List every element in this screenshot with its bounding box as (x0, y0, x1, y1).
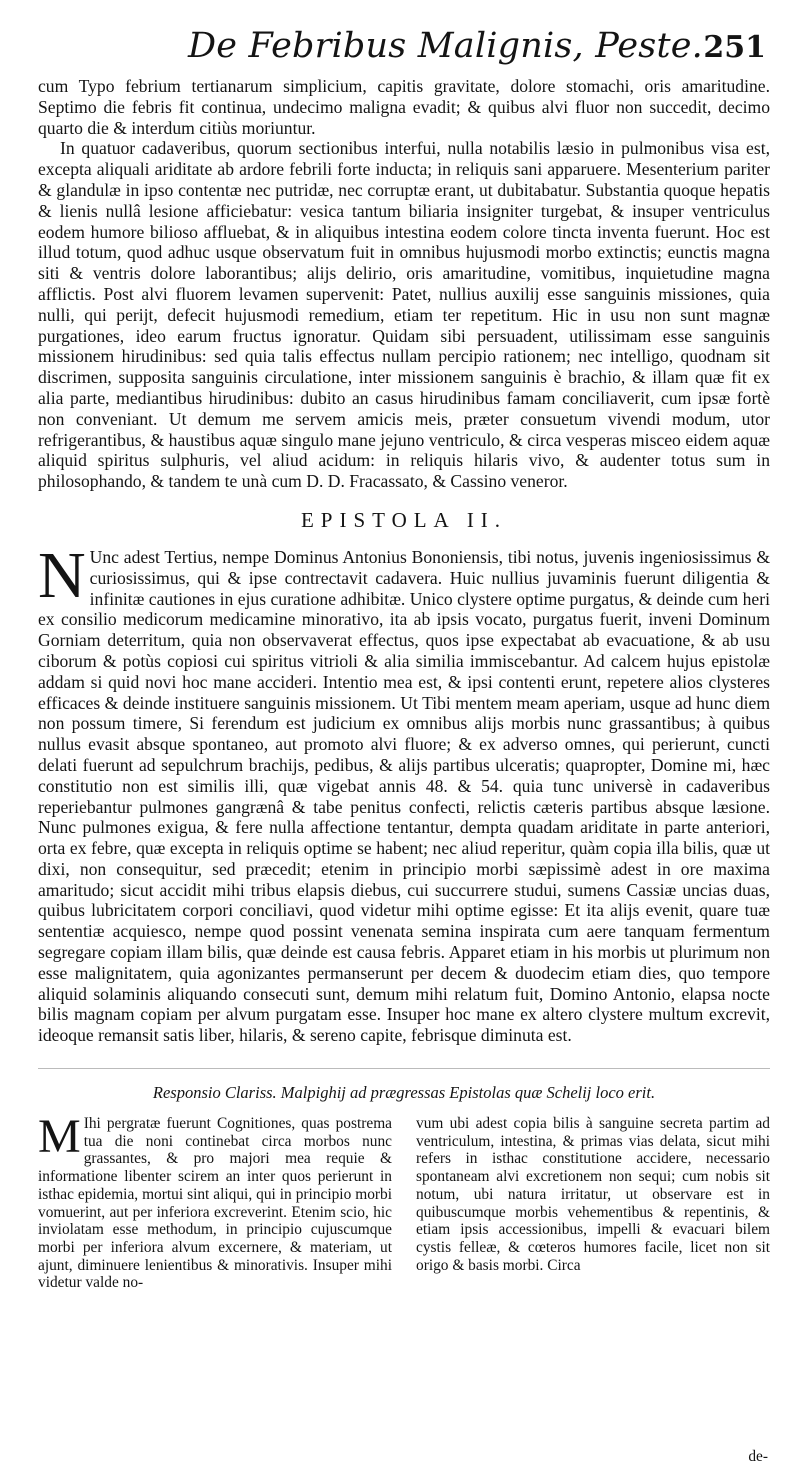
drop-cap-n: N (38, 538, 86, 612)
responsio-columns (38, 1110, 770, 1292)
paragraph-autopsy: In quatuor cadaveribus, quorum sectionibus interfui, nulla notabilis læsio in pulmonibus visa est, excepta aliquali ariditate ab ardore febrili forte inducta; in reliquis sani apparuere. Mesenterium pariter & glandulæ in ipso contentæ nec putridæ, nec corruptæ erant, ut dubitabatur. Substantia quoque hepatis & lienis nullâ lesione afficiebatur: vesica tantum biliaria insigniter turgebat, & insuper ventriculus eodem humore bilioso affluebat, & in aliquibus intestina eodem colore tincta inventa fuerunt. Hoc est illud totum, quod adhuc usque observatum fuit in omnibus hujusmodi morbo extinctis; eunctis magna siti & ventris dolore laborantibus; alijs delirio, oris amaritudine, vomitibus, inquietudine magna afflictis. Post alvi fluorem levamen supervenit: Patet, nullius auxilij esse sanguinis missiones, quia nulli, qui perijt, defecit hujusmodi remedium, etiam ter repetitum. Hic in usu non sunt magnæ purgationes, ideo earum fructus ignoratur. Quidam sibi persuadent, utilissimam esse sanguinis missionem hirudinibus: sed quia talis effectus nullam percipio rationem; nec intelligo, quodnam sit discrimen, supposita sanguinis circulatione, inter missionem sanguinis è brachio, & illam quæ fit ex alia parte, mediantibus hirudinibus: dubito an casus hirudinibus famam conciliaverit, cum ipsæ fortè non conveniant. Ut demum me servem amicis meis, præter consuetum vivendi modum, utor refrigerantibus, & haustibus aquæ singulo mane jejuno ventriculo, & circa vesperas misceo eidem aquæ aliquid spiritus sulphuris, vel aliud acidum: in reliquis hilaris vivo, & audenter totus sum in philosophando, & tandem te unà cum D. D. Fracassato, & Cassino veneror. (38, 138, 770, 492)
page-number: 251 (703, 30, 766, 65)
column-right (416, 1115, 770, 1292)
letter-continuation (38, 76, 770, 492)
section-divider (38, 1068, 770, 1069)
column-right-text: vum ubi adest copia bilis à sanguine secreta partim ad ventriculum, intestina, & primas vias delata, sicut mihi refers in isthac constitutione accidere, necessario spontaneam alvi excretionem non sequi; cum nobis sit notum, ubi natura irritatur, ut observare est in quibuscumque morbis vehementibus & repentinis, & etiam ipsis accessionibus, impelli & evacuari bilem cystis felleæ, & cœteros humores facile, licet non sit origo & basis morbi. Circa (416, 1115, 770, 1274)
column-left (38, 1110, 392, 1292)
running-title: De Febribus Malignis, Peste. (188, 26, 703, 66)
catchword: de- (748, 1448, 768, 1465)
epistola-text: Unc adest Tertius, nempe Dominus Antonius Bononiensis, tibi notus, juvenis ingeniosissimus & curiosissimus, qui & ipse contrectavit cadavera. Huic nullius juvaminis fuerunt diligentia & infinitæ cautiones in ejus curatione adhibitæ. Unico clystere optime purgatus, & deinde cum heri ex consilio medicorum medicamine minorativo, ita ab ipsis vocato, purgatus fuerit, inveni Dominum Gorniam deterritum, quia non observaverat effectus, quos ipse expectabat ab evacuatione, & ab usu ciborum & potùs copiosi cui spiritus vitrioli & alia similia immiscebantur. Ad calcem hujus epistolæ addam si quid novi hoc mane accideri. Intentio mea est, & ipsi contenti erunt, repetere alios clysteres efficaces & deinde instituere sanguinis missionem. Ut Tibi mentem meam aperiam, usque ad hunc diem non possum timere, Si ferendum est judicium ex omnibus alijs morbis nunc grassantibus; à quibus nullus evasit absque spontaneo, aut promoto alvi fluore; & ex adverso omnes, qui perierunt, cuncti delati fuerunt ad sepulchrum brachijs, pedibus, & alijs partibus ulceratis; quapropter, Domine mi, hæc constitutio non est similis illi, quæ vigebat annis 48. & 54. quia tunc universè in cadaveribus reperiebantur pulmones gangrænâ & tabe penitus confecti, relictis cæteris partibus absque læsione. Nunc pulmones exigua, & fere nulla affectione tentantur, dempta quadam ariditate in parte anteriori, orta ex febre, quæ excepta in reliquis optime se habent; nec aliud reperitur, quàm copia illa bilis, quæ ut dixi, non consequitur, sed præcedit; etenim in principio morbi sæpissimè adest in ore maxima amaritudo; sicut accidit mihi tribus elapsis diebus, cui succurrere studui, sumens Cassiæ uncias duas, quibus lubricitatem corpori conciliavi, quod videtur mihi optime egisse: Et ita alijs evenit, quare tuæ sententiæ acquiesco, nempe quod possint venenata semina inspirata cum aere tanquam fermentum segregare copiam illam bilis, quæ deinde est causa febris. Apparet etiam in his morbis ut plurimum non esse malignitatem, quia agonizantes permanserunt per decem & duodecim etiam dies, quo tempore aliquid solaminis aliquando consecuti sunt, demum mihi relatum fuit, Domino Antonio, elapsa nocte bilis magnam copiam per alvum purgatam esse. Insuper hoc mane ex altero clystere multum excrevit, ideoque remansit satis liber, hilaris, & sereno capite, febrisque diminuta est. (38, 546, 770, 1046)
epistola-body (38, 538, 770, 1046)
responsio-title: Responsio Clariss. Malpighij ad prægressas Epistolas quæ Schelij loco erit. (152, 1083, 656, 1103)
drop-cap-m: M (38, 1110, 81, 1164)
running-header (38, 14, 770, 70)
epistola-heading: EPISTOLA II. (300, 507, 508, 532)
paragraph-opening: cum Typo febrium tertianarum simplicium, capitis gravitate, dolore stomachi, oris amaritudine. Septimo die febris fit continua, undecimo maligna evadit; & quibus alvi fluor non succedit, decimo quarto die & interdum citiùs moriuntur. (38, 76, 770, 138)
column-left-text: Ihi pergratæ fuerunt Cognitiones, quas postrema tua die noni continebat circa morbos nunc grassantes, & pro majori mea requie & informatione libenter scirem an inter quos perierunt in isthac epidemia, mortui sint aliqui, qui in principio morbi vomuerint, aut per inferiora excreverint. Etenim scio, hic inviolatam esse methodum, in principio cujuscumque morbi per inferiora alvum excernere, & materiam, ut ajunt, diminuere lenientibus & minorativis. Insuper mihi videtur valde no- (38, 1115, 392, 1292)
